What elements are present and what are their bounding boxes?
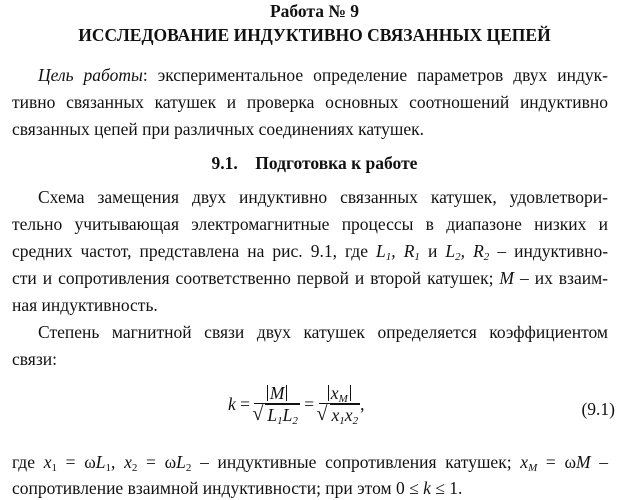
p3-line-2 — [12, 477, 462, 499]
symbol-L1: $L_1$, — [376, 241, 396, 263]
formula-k-range: 0 ≤ k ≤ 1. — [395, 478, 463, 498]
p3-line-1: где $x_1 = \omega L_1$, $x_2 = \omega L_2$ – индуктивные сопротивления катушек; $x_M = \omega M$ – — [12, 452, 609, 474]
p1-line-4 — [12, 267, 608, 289]
p3-line-1-pre: где — [12, 452, 35, 472]
symbol-R1: $R_1$ — [403, 241, 420, 263]
p1-line-3: средних частот, представлена на рис. 9.1, где $L_1$, $R_1$ и $L_2$, $R_2$ – индуктивно- — [12, 241, 609, 263]
fraction-xM-over-sqrtx1x2: $x_M$ √ $x_1x_2$ — [319, 383, 361, 426]
goal-line-2: тивно связанных катушек и проверка основных соотношений индуктивно — [12, 92, 608, 112]
p1-line-4-post: – их взаим- — [519, 268, 609, 288]
fraction-M-over-sqrtL1L2: M √ $L_1L_2$ — [254, 383, 299, 426]
p1-line-3-post: – индуктивно- — [497, 241, 609, 261]
p2-line-2: связи: — [12, 349, 57, 369]
p1-line-4-pre: сти и сопротивления соответственно первой и второй катушек; — [12, 268, 494, 288]
p1-line-3-pre: средних частот, представлена на рис. 9.1, где — [12, 241, 368, 261]
symbol-M: M — [499, 268, 514, 288]
work-title: Работа № 9 — [269, 1, 360, 21]
main-title: ИССЛЕДОВАНИЕ ИНДУКТИВНО СВЯЗАННЫХ ЦЕПЕЙ — [78, 25, 551, 45]
p3-line-2-pre: сопротивление взаимной индуктивности; при этом — [12, 478, 392, 498]
goal-line-3: связанных цепей при различных соединениях катушек. — [12, 119, 424, 139]
p1-line-2: тельно учитывающая электромагнитные процессы в диапазоне низких и — [12, 214, 608, 234]
section-heading — [0, 152, 629, 174]
p3-line-1-mid: – индуктивные сопротивления катушек; — [200, 452, 512, 472]
p1-line-1: Схема замещения двух индуктивно связанных катушек, удовлетвори- — [38, 187, 608, 207]
goal-label: Цель работы — [38, 65, 143, 85]
symbol-R2: $R_2$ — [473, 241, 490, 263]
equation-number: (9.1) — [581, 399, 615, 419]
goal-text-1: : экспериментальное определение параметров двух индук- — [142, 65, 608, 85]
formula-xM: $x_M = \omega M$ — [520, 452, 591, 474]
p2-line-1: Степень магнитной связи двух катушек определяется коэффициентом — [38, 322, 608, 342]
section-title: Подготовка к работе — [255, 153, 418, 173]
formula-x1-x2: $x_1 = \omega L_1$, $x_2 = \omega L_2$ — [43, 452, 192, 474]
section-number: 9.1. — [211, 153, 238, 173]
equation-formula: k = M √ $L_1L_2$ = $x_M$ √ $x_1x_2$ , — [228, 383, 364, 426]
p1-line-5: ная индуктивность. — [12, 295, 158, 315]
goal-line-1 — [12, 64, 608, 86]
symbol-L2: $L_2$, — [445, 241, 466, 263]
